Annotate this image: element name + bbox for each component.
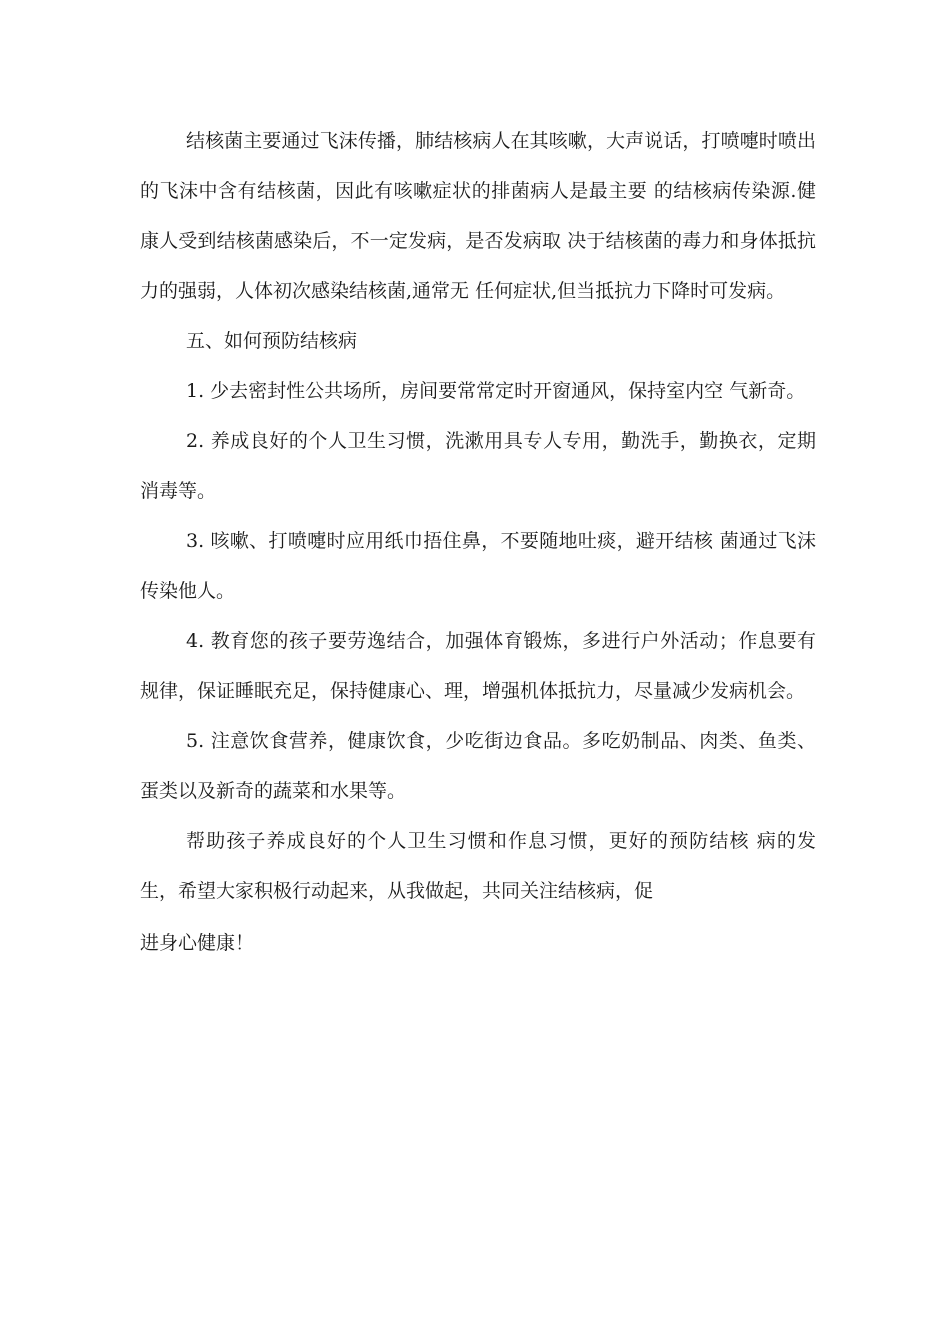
closing-main-text: 帮助孩子养成良好的个人卫生习惯和作息习惯，更好的预防结核 病的发生，希望大家积极行动起来，从我做起，共同关注结核病，促 (140, 830, 816, 902)
section-heading-prevention: 五、如何预防结核病 (186, 330, 358, 352)
list-item-hygiene: 2. 养成良好的个人卫生习惯，洗漱用具专人专用，勤洗手，勤换衣，定期消毒等。 (140, 430, 816, 502)
closing-tail-text: 进身心健康！ (140, 932, 255, 954)
paragraph-closing (140, 816, 816, 968)
paragraph-transmission: 结核菌主要通过飞沫传播，肺结核病人在其咳嗽，大声说话，打喷嚏时喷出的飞沫中含有结核菌，因此有咳嗽症状的排菌病人是最主要 的结核病传染源.健康人受到结核菌感染后，不一定发病，是否发病取 决于结核菌的毒力和身体抵抗力的强弱，人体初次感染结核菌,通常无 任何症状,但当抵抗力下降时可发病。 (140, 130, 816, 302)
list-item-ventilation: 1. 少去密封性公共场所，房间要常常定时开窗通风，保持室内空 气新奇。 (186, 380, 806, 402)
document-body (140, 116, 816, 968)
list-item-nutrition: 5. 注意饮食营养，健康饮食，少吃街边食品。多吃奶制品、肉类、鱼类、蛋类以及新奇的蔬菜和水果等。 (140, 730, 816, 802)
list-item-exercise: 4. 教育您的孩子要劳逸结合，加强体育锻炼，多进行户外活动；作息要有规律，保证睡眠充足，保持健康心、理，增强机体抵抗力，尽量减少发病机会。 (140, 630, 816, 702)
list-item-cough-etiquette: 3. 咳嗽、打喷嚏时应用纸巾捂住鼻，不要随地吐痰，避开结核 菌通过飞沫传染他人。 (140, 530, 816, 602)
